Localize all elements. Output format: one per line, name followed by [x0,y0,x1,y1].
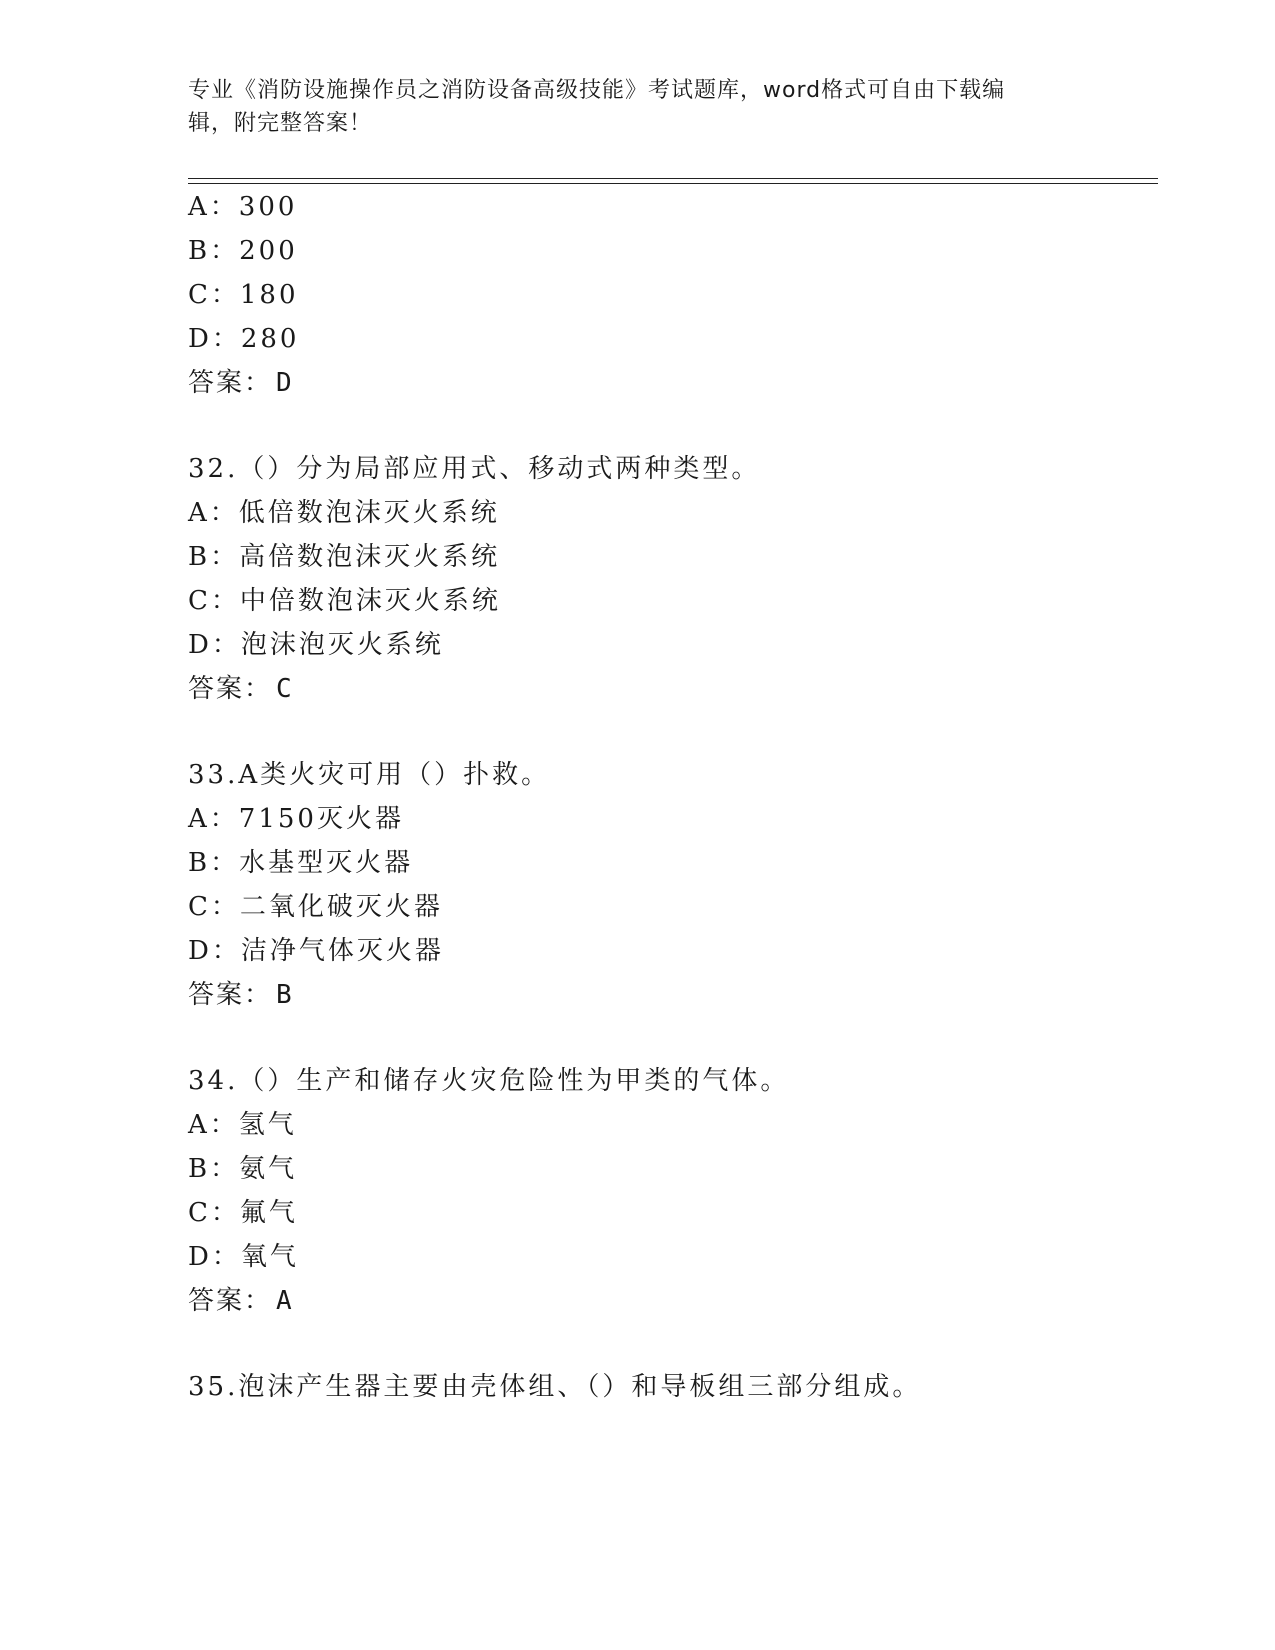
header-divider-bottom [188,183,1158,184]
option-c: C：二氧化破灭火器 [188,892,443,922]
option-c: C：中倍数泡沫灭火系统 [188,586,501,616]
question-text: 32.（）分为局部应用式、移动式两种类型。 [188,454,761,484]
question-text: 34.（）生产和储存火灾危险性为甲类的气体。 [188,1066,790,1096]
header-line-1: 专业《消防设施操作员之消防设备高级技能》考试题库，word格式可自由下载编 [188,78,1006,103]
answer-label: 答案： [188,674,273,704]
answer-value: A [276,1286,294,1316]
document-header [188,74,1068,140]
option-d: D：泡沫泡灭火系统 [188,630,444,660]
option-a: A：300 [188,192,298,222]
option-c: C：180 [188,280,299,310]
option-b: B：氨气 [188,1154,298,1184]
answer-line [188,367,294,399]
option-b: B：水基型灭火器 [188,848,414,878]
option-a: A：低倍数泡沫灭火系统 [188,498,500,528]
answer-value: D [276,368,294,398]
option-d: D：280 [188,324,300,354]
option-d: D：洁净气体灭火器 [188,936,444,966]
question-text: 35.泡沫产生器主要由壳体组、（）和导板组三部分组成。 [188,1372,922,1402]
option-d: D：氧气 [188,1242,299,1272]
option-b: B：200 [188,236,298,266]
option-a: A：氢气 [188,1110,297,1140]
question-text: 33.A类火灾可用（）扑救。 [188,760,551,790]
answer-line [188,979,294,1011]
option-b: B：高倍数泡沫灭火系统 [188,542,501,572]
header-divider-top [188,178,1158,179]
answer-line [188,1285,294,1317]
answer-value: B [276,980,294,1010]
answer-label: 答案： [188,1286,273,1316]
answer-value: C [276,674,294,704]
option-a: A：7150灭火器 [188,804,404,834]
answer-line [188,673,294,705]
answer-label: 答案： [188,368,273,398]
header-line-2: 辑，附完整答案！ [188,111,373,136]
option-c: C：氟气 [188,1198,298,1228]
answer-label: 答案： [188,980,273,1010]
